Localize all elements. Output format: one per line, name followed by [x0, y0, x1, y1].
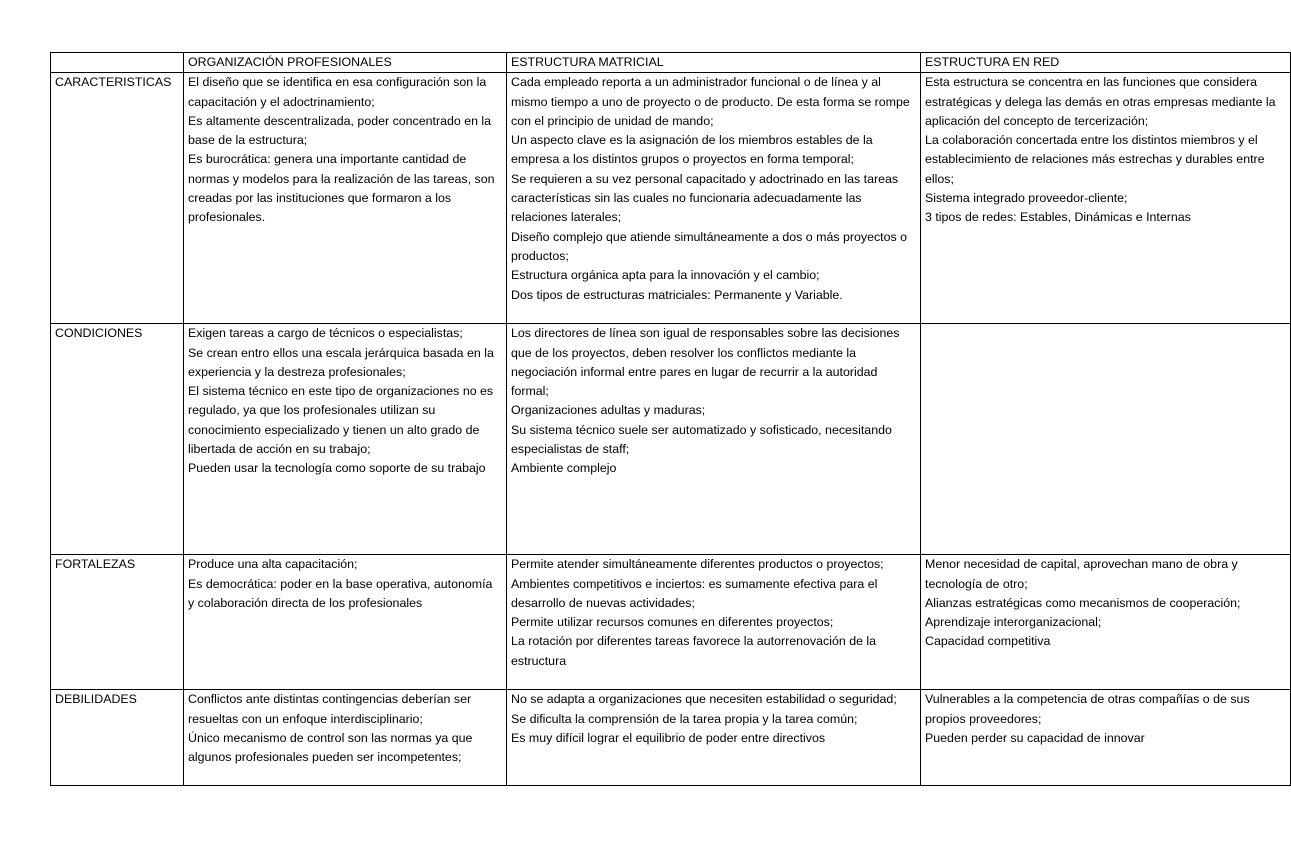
- table-cell: [921, 690, 1291, 786]
- cell-line: Su sistema técnico suele ser automatizado y sofisticado, necesitando especialistas de staff;: [511, 422, 892, 457]
- cell-line: Los directores de línea son igual de responsables sobre las decisiones que de los proyectos, deben resolver los conflictos mediante la negociación informal entre pares en lugar de recurrir a la autoridad formal;: [511, 326, 900, 399]
- table-cell: [184, 73, 507, 324]
- cell-line: Conflictos ante distintas contingencias deberían ser resueltas con un enfoque interdisciplinario;: [188, 692, 472, 726]
- table-cell-empty: [921, 324, 1291, 555]
- cell-line: Único mecanismo de control son las normas ya que algunos profesionales pueden ser incompetentes;: [188, 730, 473, 765]
- cell-line: Es burocrática: genera una importante cantidad de normas y modelos para la realización de las tareas, son creadas por las instituciones que formaron a los profesionales.: [188, 152, 495, 225]
- table-cell: [507, 555, 921, 690]
- table-row-caracteristicas: [51, 73, 1291, 324]
- cell-line: El sistema técnico en este tipo de organizaciones no es regulado, ya que los profesionales utilizan su conocimiento especializado y tienen un alto grado de libertada de acción en su trabajo;: [188, 384, 494, 457]
- cell-line: La colaboración concertada entre los distintos miembros y el establecimiento de relaciones más estrechas y durables entre ellos;: [925, 133, 1265, 186]
- cell-line: No se adapta a organizaciones que necesiten estabilidad o seguridad;: [511, 692, 897, 707]
- table-header-row: [51, 53, 1291, 73]
- cell-line: Menor necesidad de capital, aprovechan mano de obra y tecnología de otro;: [925, 557, 1238, 591]
- header-cell-estructura-matricial: ESTRUCTURA MATRICIAL: [507, 53, 921, 73]
- header-cell-organizacion-profesionales: ORGANIZACIÓN PROFESIONALES: [184, 53, 507, 73]
- table-cell: [184, 690, 507, 786]
- cell-line: Esta estructura se concentra en las funciones que considera estratégicas y delega las demás en otras empresas mediante la aplicación del concepto de tercerización;: [925, 75, 1276, 128]
- cell-line: Pueden perder su capacidad de innovar: [925, 730, 1145, 745]
- comparison-table: [50, 52, 1291, 786]
- row-label: CONDICIONES: [51, 324, 184, 555]
- table-cell: [507, 690, 921, 786]
- cell-line: Permite atender simultáneamente diferentes productos o proyectos;: [511, 557, 884, 572]
- cell-line: Permite utilizar recursos comunes en diferentes proyectos;: [511, 615, 834, 630]
- table-cell: [507, 324, 921, 555]
- cell-line: Es muy difícil lograr el equilibrio de poder entre directivos: [511, 730, 826, 745]
- cell-line: La rotación por diferentes tareas favorece la autorrenovación de la estructura: [511, 634, 877, 668]
- table-cell: [507, 73, 921, 324]
- table-row-condiciones: [51, 324, 1291, 555]
- cell-line: Capacidad competitiva: [925, 634, 1051, 649]
- cell-line: Se dificulta la comprensión de la tarea propia y la tarea común;: [511, 711, 858, 726]
- cell-line: Organizaciones adultas y maduras;: [511, 403, 706, 418]
- table-cell: [921, 555, 1291, 690]
- row-label: DEBILIDADES: [51, 690, 184, 786]
- cell-line: Pueden usar la tecnología como soporte de su trabajo: [188, 461, 486, 476]
- cell-line: Es altamente descentralizada, poder concentrado en la base de la estructura;: [188, 113, 492, 148]
- table-row-debilidades: [51, 690, 1291, 786]
- cell-line: Alianzas estratégicas como mecanismos de cooperación;: [925, 595, 1241, 610]
- cell-line: Cada empleado reporta a un administrador funcional o de línea y al mismo tiempo a uno de proyecto o de producto. De esta forma se rompe con el principio de unidad de mando;: [511, 75, 910, 128]
- cell-line: Un aspecto clave es la asignación de los miembros estables de la empresa a los distintos grupos o proyectos en forma temporal;: [511, 133, 873, 167]
- cell-line: Aprendizaje interorganizacional;: [925, 615, 1102, 630]
- cell-line: Sistema integrado proveedor-cliente;: [925, 191, 1128, 206]
- table-cell: [184, 324, 507, 555]
- table-cell: [184, 555, 507, 690]
- cell-line: Ambiente complejo: [511, 461, 617, 476]
- table-cell: [921, 73, 1291, 324]
- cell-line: Vulnerables a la competencia de otras compañías o de sus propios proveedores;: [925, 692, 1250, 726]
- cell-line: Dos tipos de estructuras matriciales: Permanente y Variable.: [511, 287, 843, 302]
- cell-line: Es democrática: poder en la base operativa, autonomía y colaboración directa de los profesionales: [188, 576, 493, 610]
- cell-line: Estructura orgánica apta para la innovación y el cambio;: [511, 268, 820, 283]
- cell-line: Diseño complejo que atiende simultáneamente a dos o más proyectos o productos;: [511, 229, 908, 263]
- cell-line: Se requieren a su vez personal capacitado y adoctrinado en las tareas características sin las cuales no funcionaria adecuadamente las relaciones laterales;: [511, 171, 899, 225]
- cell-line: Ambientes competitivos e inciertos: es sumamente efectiva para el desarrollo de nuevas actividades;: [511, 576, 878, 610]
- cell-line: 3 tipos de redes: Estables, Dinámicas e Internas: [925, 210, 1191, 225]
- cell-line: El diseño que se identifica en esa configuración son la capacitación y el adoctrinamiento;: [188, 75, 487, 109]
- cell-line: Produce una alta capacitación;: [188, 557, 358, 572]
- header-cell-empty: [51, 53, 184, 73]
- header-cell-estructura-en-red: ESTRUCTURA EN RED: [921, 53, 1291, 73]
- table-row-fortalezas: [51, 555, 1291, 690]
- row-label: FORTALEZAS: [51, 555, 184, 690]
- row-label: CARACTERISTICAS: [51, 73, 184, 324]
- cell-line: Exigen tareas a cargo de técnicos o especialistas;: [188, 326, 463, 341]
- cell-line: Se crean entro ellos una escala jerárquica basada en la experiencia y la destreza profesionales;: [188, 345, 494, 379]
